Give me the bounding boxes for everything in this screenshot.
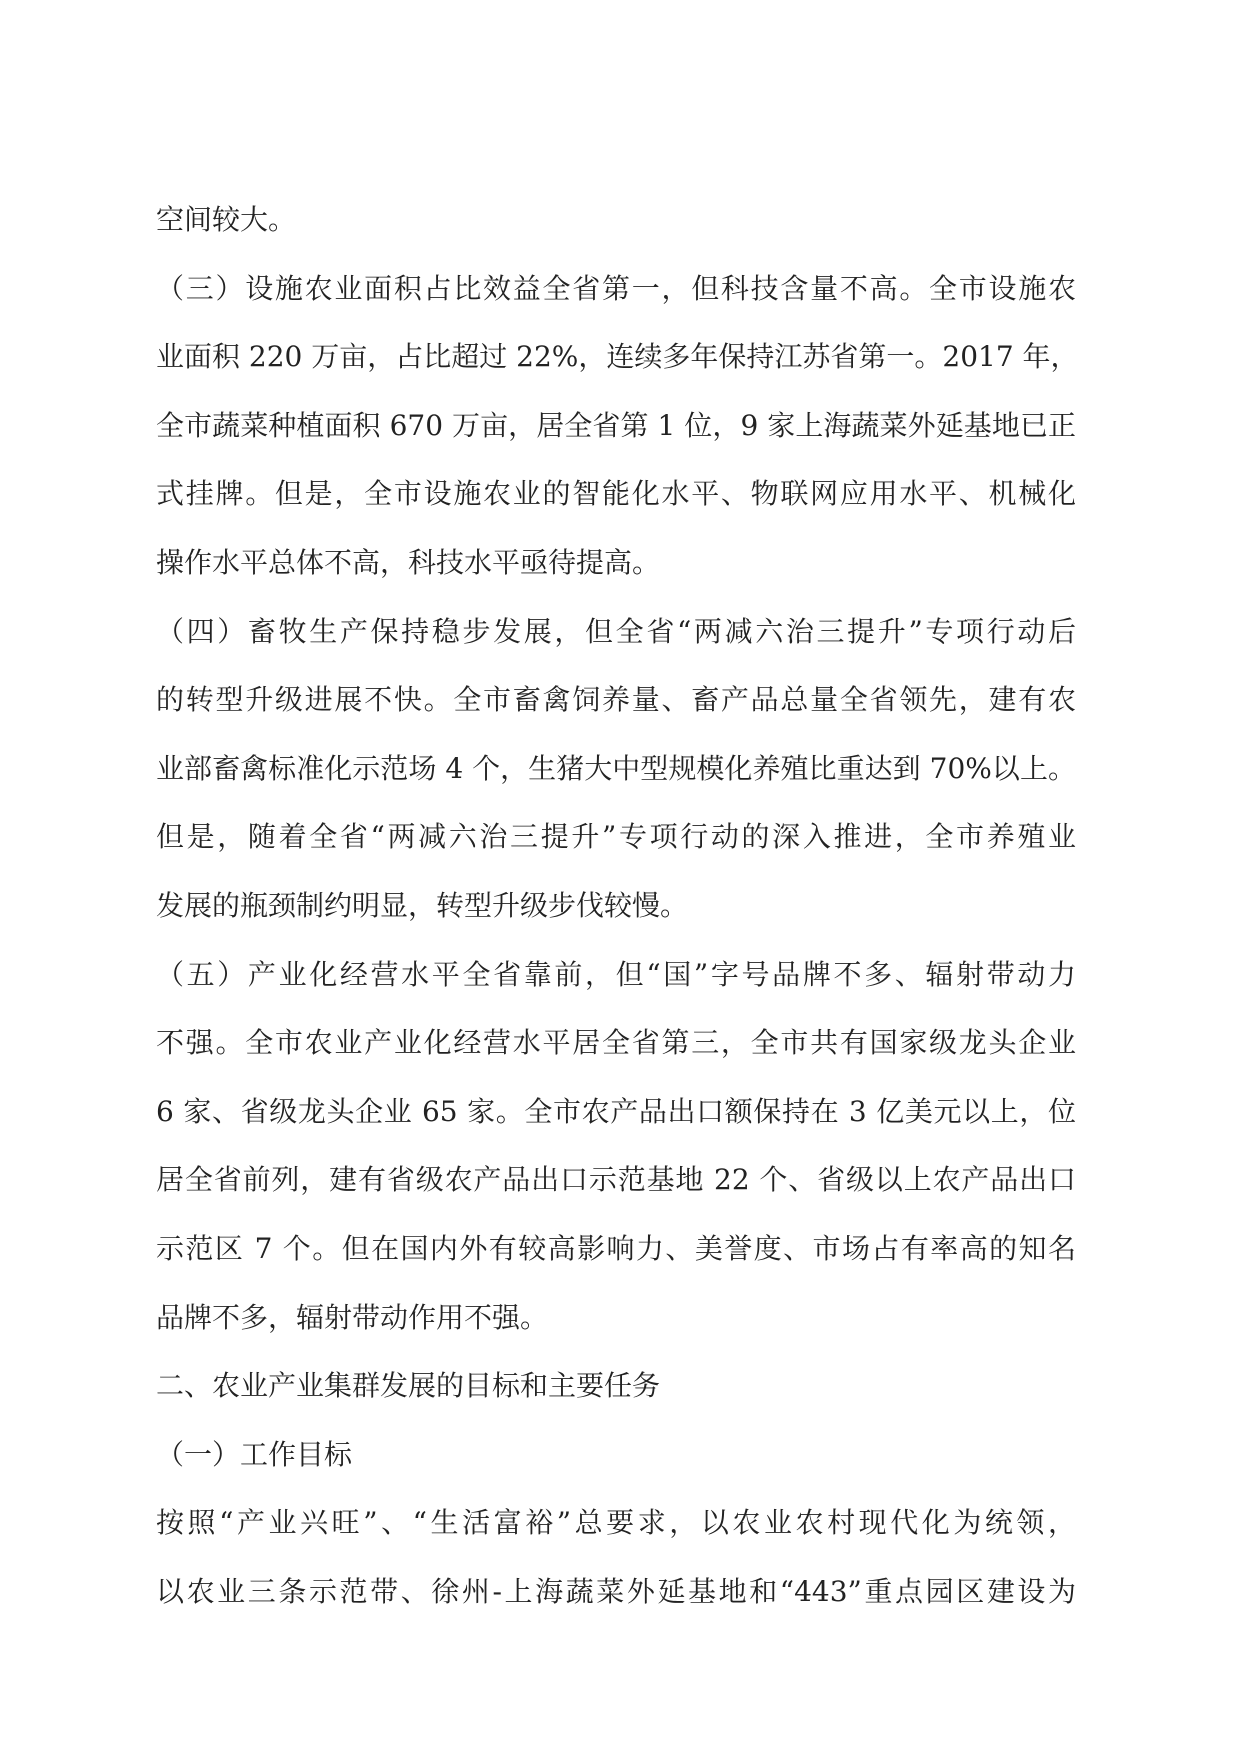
text-line: 品牌不多，辐射带动作用不强。 [156, 1300, 549, 1334]
text-line: 式挂牌。但是，全市设施农业的智能化水平、物联网应用水平、机械化 [156, 477, 1076, 511]
text-line: 空间较大。 [156, 203, 297, 236]
text-line: 发展的瓶颈制约明显，转型升级步伐较慢。 [156, 888, 689, 922]
text-line: （一）工作目标 [156, 1437, 353, 1471]
text-line: 业部畜禽标准化示范场 4 个，生猪大中型规模化养殖比重达到 70%以上。 [156, 751, 1076, 785]
text-line: 不强。全市农业产业化经营水平居全省第三，全市共有国家级龙头企业 [156, 1026, 1076, 1060]
text-line: 但是，随着全省“两减六治三提升”专项行动的深入推进，全市养殖业 [156, 820, 1076, 854]
text-line: 的转型升级进展不快。全市畜禽饲养量、畜产品总量全省领先，建有农 [156, 683, 1076, 717]
text-line: 操作水平总体不高，科技水平亟待提高。 [156, 545, 661, 579]
document-body [156, 186, 1079, 1626]
text-line: （五）产业化经营水平全省靠前，但“国”字号品牌不多、辐射带动力 [156, 957, 1076, 991]
text-line: 以农业三条示范带、徐州-上海蔬菜外延基地和“443”重点园区建设为 [156, 1574, 1076, 1608]
text-line: （四）畜牧生产保持稳步发展，但全省“两减六治三提升”专项行动后 [156, 614, 1076, 648]
text-line: 6 家、省级龙头企业 65 家。全市农产品出口额保持在 3 亿美元以上，位 [156, 1094, 1076, 1128]
text-line: （三）设施农业面积占比效益全省第一，但科技含量不高。全市设施农 [156, 271, 1076, 305]
text-line: 全市蔬菜种植面积 670 万亩，居全省第 1 位，9 家上海蔬菜外延基地已正 [156, 408, 1076, 442]
text-line: 业面积 220 万亩，占比超过 22%，连续多年保持江苏省第一。2017 年， [156, 340, 1079, 374]
text-line: 居全省前列，建有省级农产品出口示范基地 22 个、省级以上农产品出口 [156, 1163, 1076, 1197]
text-line: 二、农业产业集群发展的目标和主要任务 [156, 1369, 661, 1403]
text-line: 示范区 7 个。但在国内外有较高影响力、美誉度、市场占有率高的知名 [156, 1231, 1076, 1265]
text-line: 按照“产业兴旺”、“生活富裕”总要求，以农业农村现代化为统领， [156, 1506, 1076, 1540]
